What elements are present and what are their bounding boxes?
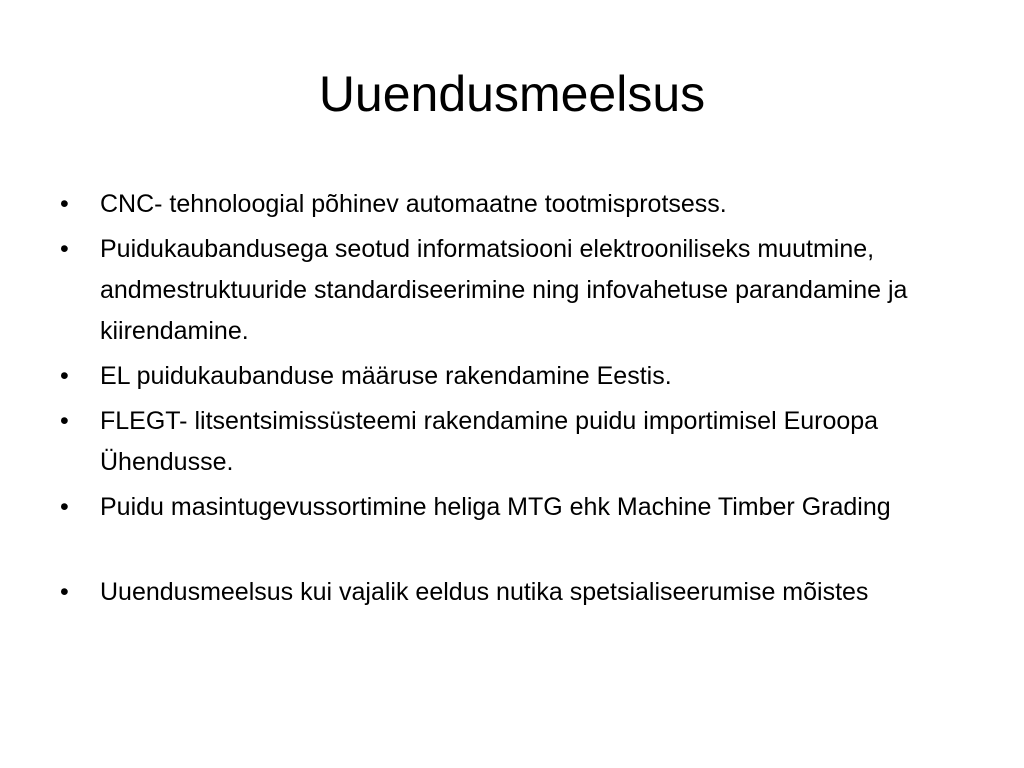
bullet-item: [60, 356, 970, 397]
bullet-item: [60, 401, 970, 483]
bullet-text: Puidu masintugevussortimine heliga MTG ehk Machine Timber Grading: [100, 493, 891, 521]
bullet-text: Puidukaubandusega seotud informatsiooni elektrooniliseks muutmine, andmestruktuuride standardiseerimine ning infovahetuse parandamine ja kiirendamine.: [100, 235, 908, 345]
bullet-icon: •: [60, 235, 69, 263]
bullet-item: [60, 572, 970, 613]
bullet-item: [60, 229, 970, 352]
bullet-text: Uuendusmeelsus kui vajalik eeldus nutika spetsialiseerumise mõistes: [100, 578, 869, 606]
bullet-text: FLEGT- litsentsimissüsteemi rakendamine puidu importimisel Euroopa Ühendusse.: [100, 407, 879, 476]
slide-title: Uuendusmeelsus: [318, 66, 706, 122]
bullet-icon: •: [60, 578, 69, 606]
bullet-text: CNC- tehnoloogial põhinev automaatne tootmisprotsess.: [100, 190, 727, 218]
bullet-text: EL puidukaubanduse määruse rakendamine Eestis.: [100, 362, 672, 390]
bullet-icon: •: [60, 407, 69, 435]
bullet-list: [60, 184, 970, 617]
bullet-item: [60, 184, 970, 225]
bullet-icon: •: [60, 190, 69, 218]
bullet-icon: •: [60, 362, 69, 390]
bullet-icon: •: [60, 493, 69, 521]
bullet-item: [60, 487, 970, 528]
